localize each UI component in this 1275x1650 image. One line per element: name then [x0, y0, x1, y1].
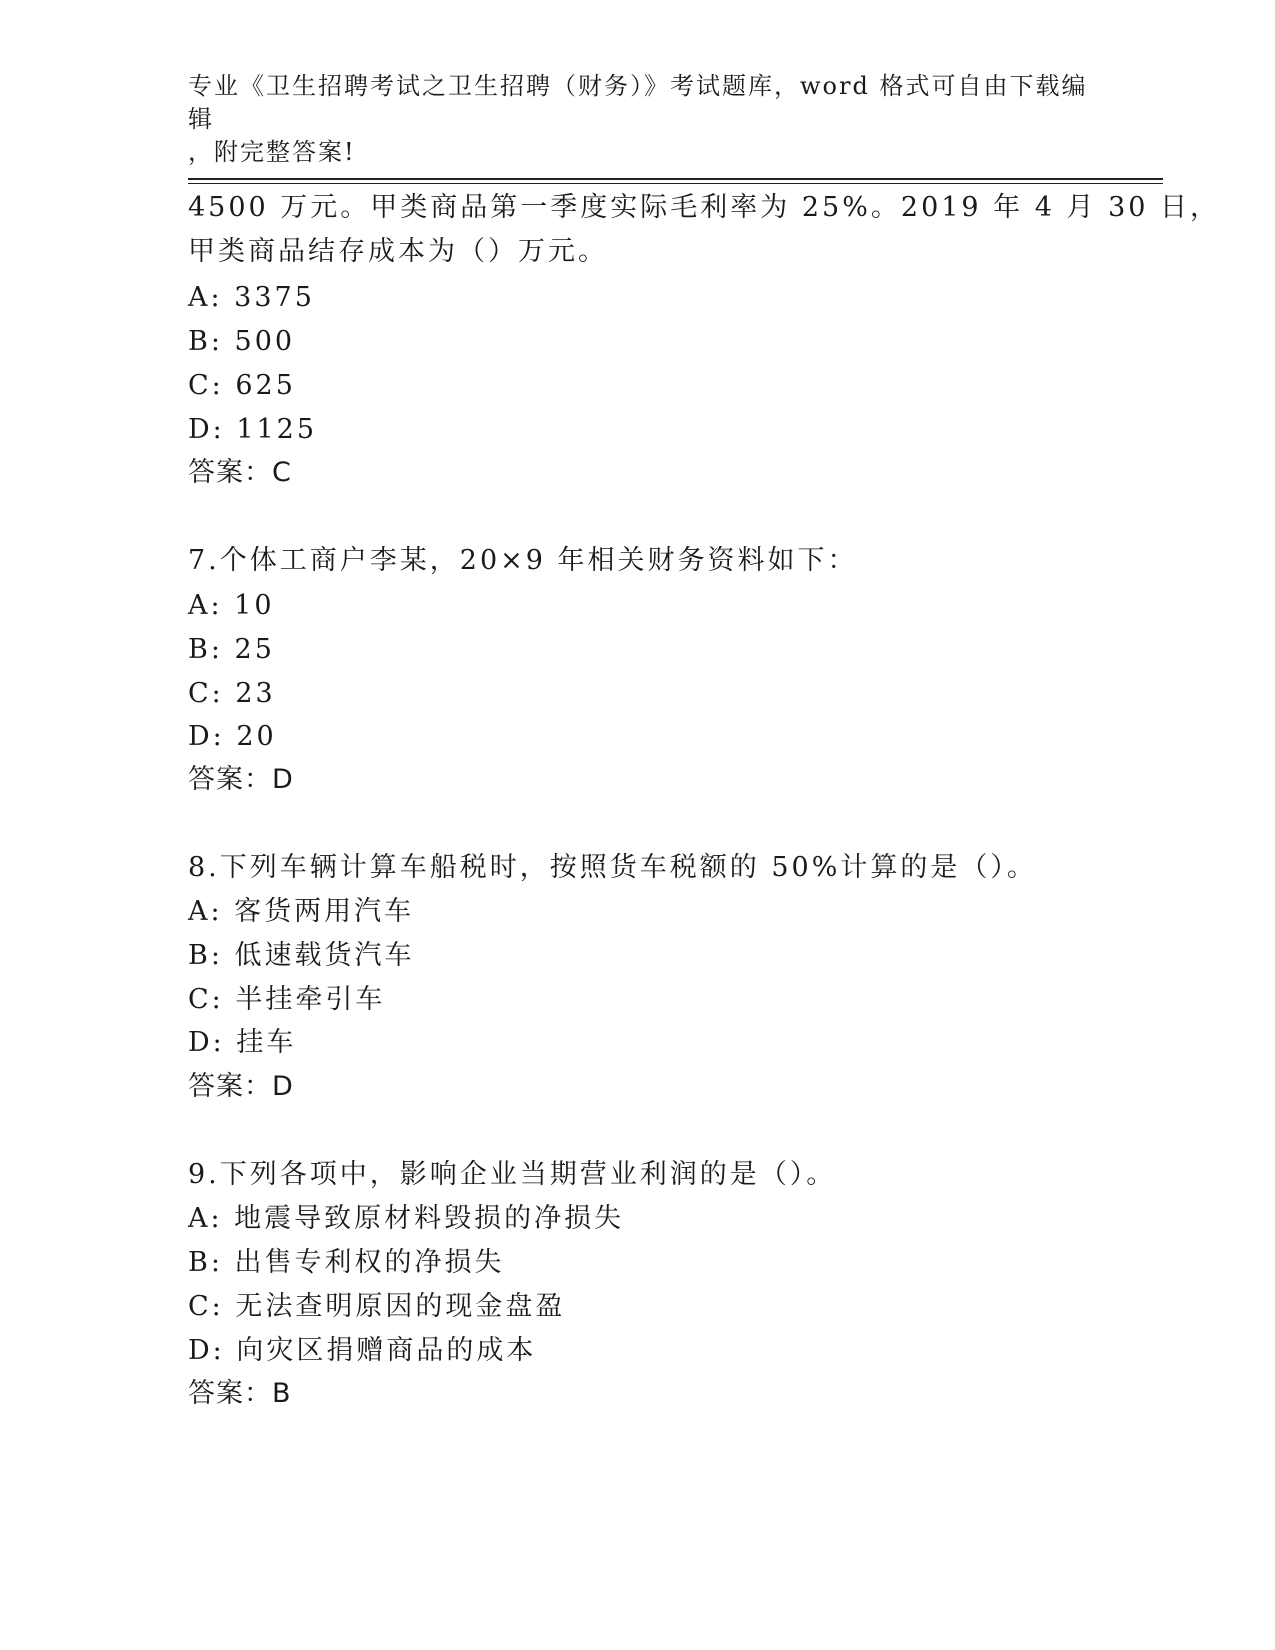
answer-label: 答案：D [188, 1071, 294, 1102]
option-a: A: 客货两用汽车 [188, 896, 415, 927]
header-line-2: ，附完整答案! [188, 138, 356, 166]
option-b: B: 出售专利权的净损失 [188, 1247, 505, 1278]
option-a: A: 地震导致原材料毁损的净损失 [188, 1203, 625, 1234]
answer-label: 答案：C [188, 457, 292, 488]
option-b: B: 25 [188, 634, 275, 665]
question-7: 7.个体工商户李某，20×9 年相关财务资料如下： [188, 545, 858, 576]
option-a: A: 10 [188, 590, 275, 621]
option-d: D: 挂车 [188, 1027, 297, 1058]
option-c: C: 23 [188, 678, 276, 709]
option-c: C: 625 [188, 370, 296, 401]
header-line-1: 专业《卫生招聘考试之卫生招聘（财务）》考试题库，word 格式可自由下载编辑 [188, 72, 1088, 133]
option-d: D: 20 [188, 721, 277, 752]
answer-label: 答案：B [188, 1378, 292, 1409]
document-header [188, 70, 1088, 169]
option-d: D: 向灾区捐赠商品的成本 [188, 1335, 537, 1366]
header-divider-thin [188, 183, 1163, 184]
option-b: B: 500 [188, 326, 296, 357]
question-text-line: 4500 万元。甲类商品第一季度实际毛利率为 25%。2019 年 4 月 30 日， [188, 192, 1221, 223]
option-c: C: 半挂牵引车 [188, 984, 386, 1015]
option-b: B: 低速载货汽车 [188, 940, 415, 971]
header-divider-thick [188, 178, 1163, 180]
question-9: 9.下列各项中，影响企业当期营业利润的是（）。 [188, 1159, 837, 1190]
answer-label: 答案：D [188, 764, 294, 795]
option-a: A: 3375 [188, 282, 315, 313]
question-8: 8.下列车辆计算车船税时，按照货车税额的 50%计算的是（）。 [188, 852, 1037, 883]
option-d: D: 1125 [188, 414, 318, 445]
option-c: C: 无法查明原因的现金盘盈 [188, 1291, 566, 1322]
question-text-line: 甲类商品结存成本为（）万元。 [188, 236, 608, 267]
